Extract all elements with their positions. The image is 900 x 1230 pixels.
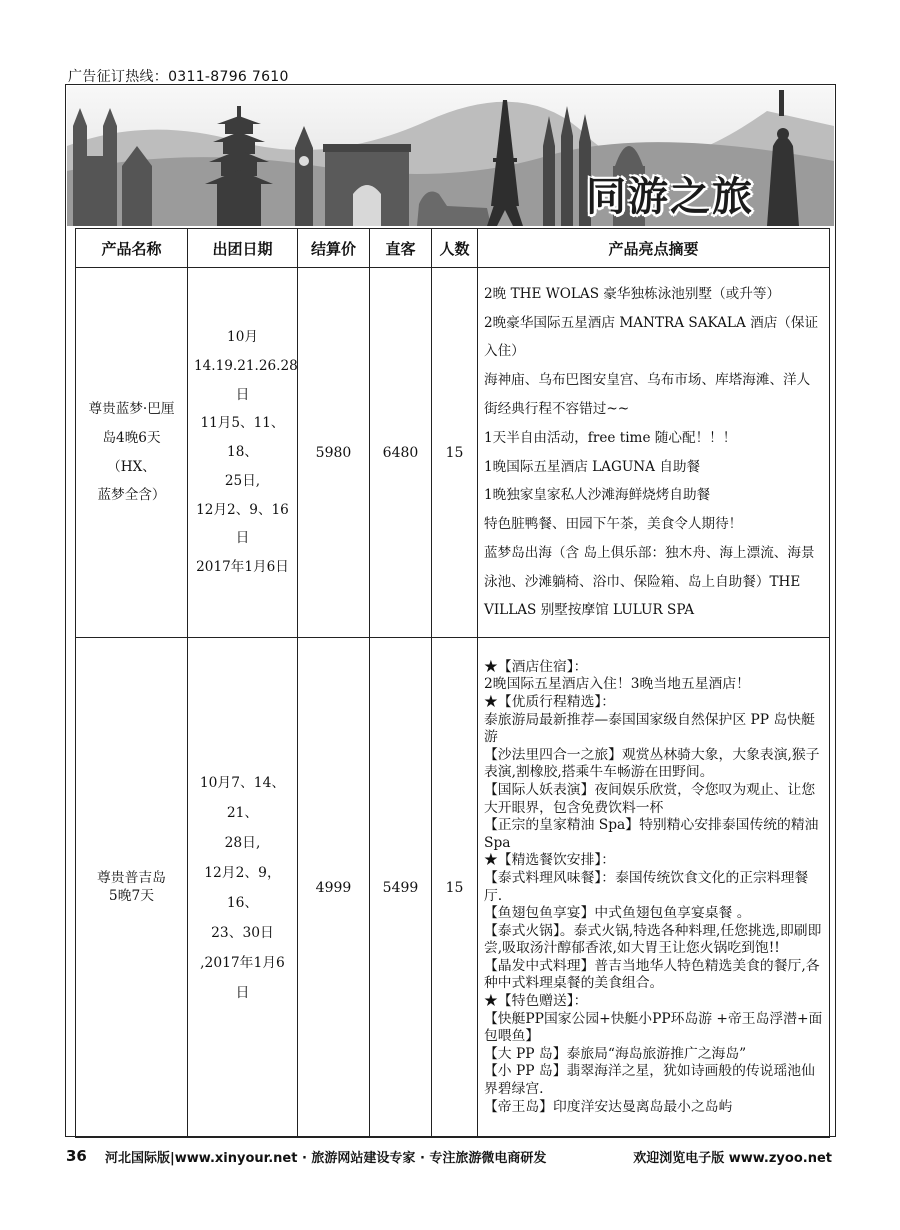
page-number: 36 xyxy=(66,1147,87,1165)
date-line: 10月 xyxy=(227,328,258,345)
header-product-name: 产品名称 xyxy=(76,229,188,268)
name-line: 5晚7天 xyxy=(108,887,155,904)
table-row xyxy=(76,268,830,638)
brand-title: 同游之旅 xyxy=(586,174,754,220)
name-line: 岛4晚6天（HX、 xyxy=(102,429,161,475)
highlight-line: ★【特色赠送】： xyxy=(484,993,588,1010)
date-line: 14.19.21.26.28日 xyxy=(194,357,298,403)
people-count: 15 xyxy=(432,268,478,638)
date-line: 12月2、9、16日 xyxy=(196,501,289,547)
highlight-line: 1晚国际五星酒店 LAGUNA 自助餐 xyxy=(484,458,701,475)
highlight-line: 【泰式料理风味餐】：泰国传统饮食文化的正宗料理餐厅. xyxy=(484,869,809,904)
product-name xyxy=(76,638,188,1138)
date-line: 10月7、14、21、 xyxy=(199,774,286,821)
date-line: 28日, xyxy=(224,834,261,851)
header-departure-date: 出团日期 xyxy=(188,229,298,268)
highlight-line: 1晚独家皇家私人沙滩海鲜烧烤自助餐 xyxy=(484,487,711,504)
products-table xyxy=(75,228,830,1138)
date-line: 23、30日 xyxy=(211,924,274,941)
highlight-line: ★【精选餐饮安排】： xyxy=(484,852,616,869)
highlight-line: 2晚豪华国际五星酒店 MANTRA SAKALA 酒店（保证入住） xyxy=(484,314,819,360)
highlights xyxy=(478,638,830,1138)
settlement-price: 5980 xyxy=(298,268,370,638)
highlight-line: 泰旅游局最新推荐—泰国国家级自然保护区 PP 岛快艇游 xyxy=(484,711,815,746)
date-line: ,2017年1月6日 xyxy=(200,954,285,1001)
name-line: 尊贵普吉岛 xyxy=(97,869,166,886)
retail-price: 6480 xyxy=(370,268,432,638)
highlight-line: 【泰式火锅】。泰式火锅,特选各种料理,任您挑选,即刷即尝,吸取汤汁醇郁香浓,如大胃王让您火锅吃到饱!! xyxy=(484,922,822,957)
highlight-line: 【国际人妖表演】夜间娱乐欣赏，令您叹为观止、让您大开眼界，包含免费饮料一杯 xyxy=(484,781,816,816)
name-line: 尊贵蓝梦·巴厘 xyxy=(88,400,175,417)
product-name xyxy=(76,268,188,638)
date-line: 12月2、9，16、 xyxy=(204,864,281,911)
highlight-line: 【帝王岛】印度洋安达曼离岛最小之岛屿 xyxy=(484,1098,733,1115)
highlight-line: 海神庙、乌布巴图安皇宫、乌布市场、库塔海滩、洋人街经典行程不容错过~~ xyxy=(484,372,811,417)
highlight-line: 【鱼翅包鱼享宴】中式鱼翅包鱼享宴桌餐 。 xyxy=(484,905,751,922)
footer-site-info: 河北国际版|www.xinyour.net · 旅游网站建设专家 · 专注旅游微电商研发 xyxy=(105,1151,547,1166)
ad-hotline: 广告征订热线：0311-8796 7610 xyxy=(68,69,289,85)
highlight-line: 【小 PP 岛】翡翠海洋之星，犹如诗画般的传说瑶池仙界碧绿宫. xyxy=(484,1063,815,1098)
header-retail-price: 直客 xyxy=(370,229,432,268)
header-settlement-price: 结算价 xyxy=(298,229,370,268)
date-line: 11月5、11、18、 xyxy=(200,415,285,461)
footer-ebook-link: 欢迎浏览电子版 www.zyoo.net xyxy=(633,1151,832,1166)
table-header-row xyxy=(76,229,830,268)
highlight-line: 【正宗的皇家精油 Spa】特别精心安排泰国传统的精油 Spa xyxy=(484,817,819,851)
highlight-line: 【沙法里四合一之旅】观赏丛林骑大象，大象表演,猴子表演,割橡胶,搭乘牛车畅游在田野间。 xyxy=(484,746,820,781)
date-line: 25日, xyxy=(224,472,261,489)
people-count: 15 xyxy=(432,638,478,1138)
highlight-line: 【晶发中式料理】普吉当地华人特色精选美食的餐厅,各种中式料理桌餐的美食组合。 xyxy=(484,957,820,992)
name-line: 蓝梦全含） xyxy=(97,487,166,504)
highlight-line: 特色脏鸭餐、田园下午茶，美食令人期待！ xyxy=(484,516,743,533)
highlight-line: 蓝梦岛出海（含 岛上俱乐部：独木舟、海上漂流、海景泳池、沙滩躺椅、浴巾、保险箱、岛上自助餐）THE VILLAS 别墅按摩馆 LULUR SPA xyxy=(484,544,815,619)
highlight-line: 1天半自由活动，free time 随心配！！！ xyxy=(484,429,737,446)
settlement-price: 4999 xyxy=(298,638,370,1138)
header-highlights: 产品亮点摘要 xyxy=(478,229,830,268)
departure-dates xyxy=(188,268,298,638)
highlight-line: ★【酒店住宿】： xyxy=(484,658,588,675)
highlight-line: 【大 PP 岛】泰旅局“海岛旅游推广之海岛” xyxy=(484,1045,747,1062)
highlight-line: 【快艇PP国家公园+快艇小PP环岛游 +帝王岛浮潜+面包喂鱼】 xyxy=(484,1010,823,1045)
highlight-line: ★【优质行程精选】： xyxy=(484,693,616,710)
retail-price: 5499 xyxy=(370,638,432,1138)
date-line: 2017年1月6日 xyxy=(196,559,289,576)
highlight-line: 2晚 THE WOLAS 豪华独栋泳池别墅（或升等） xyxy=(484,285,781,302)
highlights xyxy=(478,268,830,638)
table-row xyxy=(76,638,830,1138)
departure-dates xyxy=(188,638,298,1138)
highlight-line: 2晚国际五星酒店入住！3晚当地五星酒店！ xyxy=(484,676,750,693)
header-people: 人数 xyxy=(432,229,478,268)
